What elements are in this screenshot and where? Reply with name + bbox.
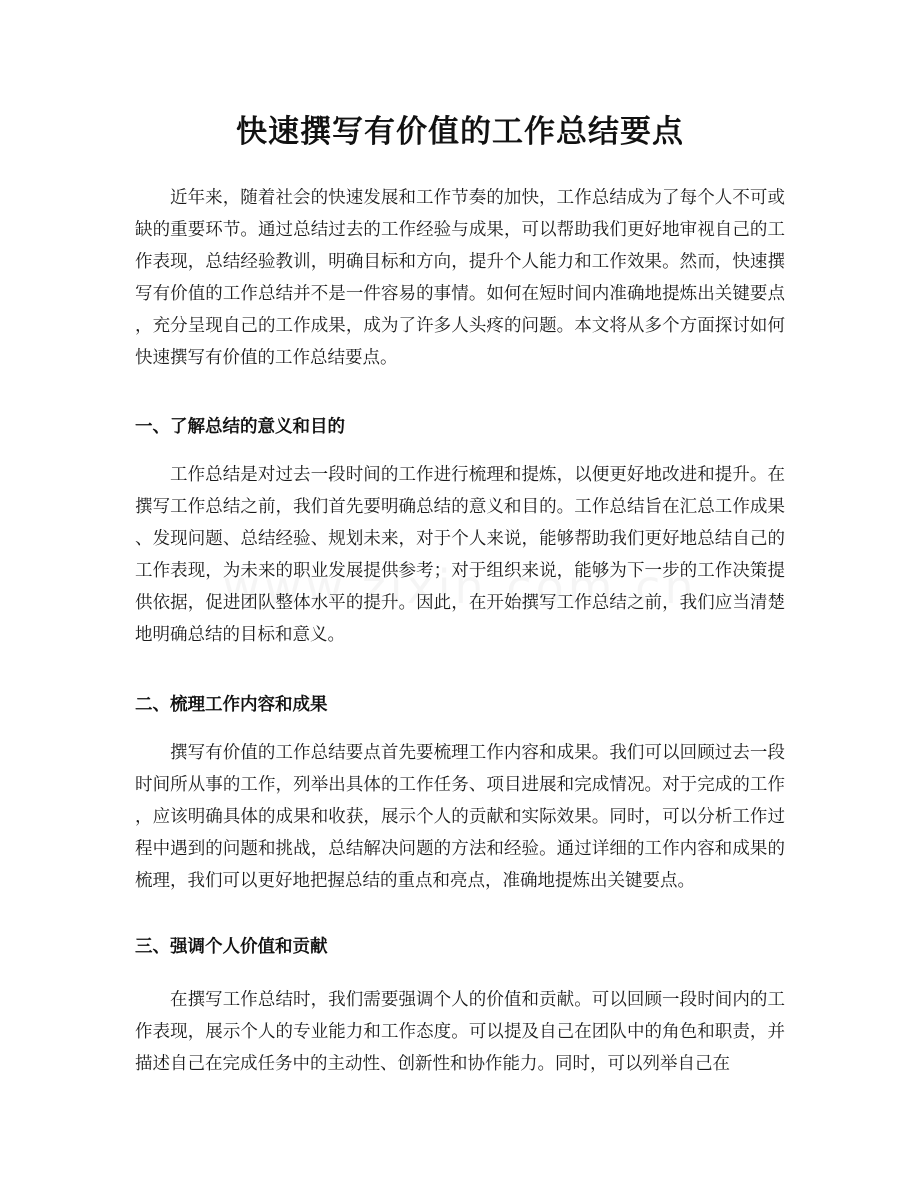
- document-title: 快速撰写有价值的工作总结要点: [236, 114, 684, 150]
- section-3-heading: 三、强调个人价值和贡献: [135, 937, 328, 957]
- section-2-heading: 二、梳理工作内容和成果: [135, 695, 328, 715]
- section-3-paragraph: 在撰写工作总结时，我们需要强调个人的价值和贡献。可以回顾一段时间内的工作表现，展示个人的专业能力和工作态度。可以提及自己在团队中的角色和职责，并描述自己在完成任务中的主动性、创新性和协作能力。同时，可以列举自己在: [135, 990, 785, 1074]
- section-2-paragraph: 撰写有价值的工作总结要点首先要梳理工作内容和成果。我们可以回顾过去一段时间所从事的工作，列举出具体的工作任务、项目进展和完成情况。对于完成的工作，应该明确具体的成果和收获，展示个人的贡献和实际效果。同时，可以分析工作过程中遇到的问题和挑战，总结解决问题的方法和经验。通过详细的工作内容和成果的梳理，我们可以更好地把握总结的重点和亮点，准确地提炼出关键要点。: [135, 743, 785, 891]
- section-1-paragraph: 工作总结是对过去一段时间的工作进行梳理和提炼，以便更好地改进和提升。在撰写工作总结之前，我们首先要明确总结的意义和目的。工作总结旨在汇总工作成果、发现问题、总结经验、规划未来，对于个人来说，能够帮助我们更好地总结自己的工作表现，为未来的职业发展提供参考；对于组织来说，能够为下一步的工作决策提供依据，促进团队整体水平的提升。因此，在开始撰写工作总结之前，我们应当清楚地明确总结的目标和意义。: [135, 465, 785, 645]
- section-1-heading: 一、了解总结的意义和目的: [135, 417, 345, 437]
- intro-paragraph: 近年来，随着社会的快速发展和工作节奏的加快，工作总结成为了每个人不可或缺的重要环节。通过总结过去的工作经验与成果，可以帮助我们更好地审视自己的工作表现，总结经验教训，明确目标和方向，提升个人能力和工作效果。然而，快速撰写有价值的工作总结并不是一件容易的事情。如何在短时间内准确地提炼出关键要点，充分呈现自己的工作成果，成为了许多人头疼的问题。本文将从多个方面探讨如何快速撰写有价值的工作总结要点。: [135, 188, 785, 368]
